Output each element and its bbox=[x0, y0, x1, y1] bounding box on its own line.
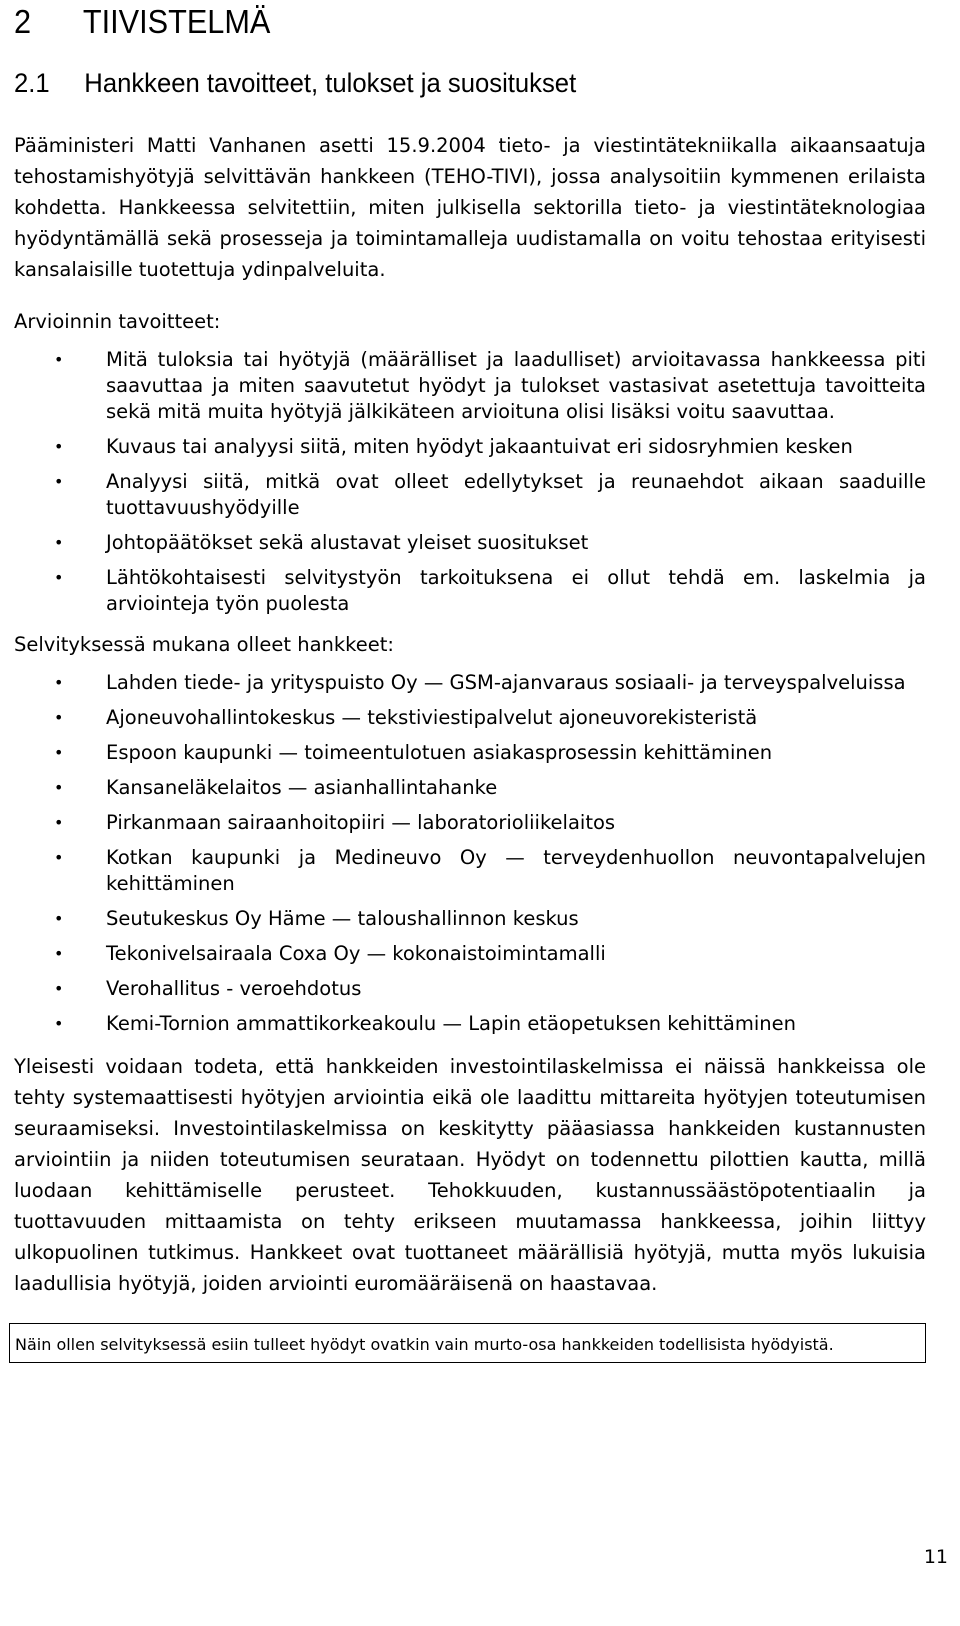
bullet-icon: • bbox=[54, 673, 64, 692]
list-item: • Kemi-Tornion ammattikorkeakoulu — Lapin etäopetuksen kehittäminen bbox=[54, 1012, 797, 1035]
list-item: • Mitä tuloksia tai hyötyjä (määrälliset ja laadulliset) arvioitavassa hankkeessa piti saavuttaa ja miten saavutetut hyödyt ja tulokset vastasivat asetettuja tavoitteita sekä mitä muita hyötyjä jälkikäteen arvioituna olisi lisäksi voitu saavuttaa. bbox=[54, 348, 926, 423]
chapter-heading bbox=[14, 2, 270, 42]
bullet-icon: • bbox=[54, 813, 64, 832]
section-title: Hankkeen tavoitteet, tulokset ja suositukset bbox=[84, 68, 577, 98]
bullet-icon: • bbox=[54, 979, 64, 998]
bullet-icon: • bbox=[54, 909, 64, 928]
list-item: • Tekonivelsairaala Coxa Oy — kokonaistoimintamalli bbox=[54, 942, 606, 965]
bullet-icon: • bbox=[54, 533, 64, 552]
bullet-icon: • bbox=[54, 944, 64, 963]
page-number: 11 bbox=[923, 1546, 948, 1568]
conclusion-paragraph: Yleisesti voidaan todeta, että hankkeiden investointilaskelmissa ei näissä hankkeissa ole tehty systemaattisesti hyötyjen arviointia eikä ole laadittu mittareita hyötyjen toteutumisen seuraamiseksi. Investointilaskelmissa on keskitytty pääasiassa hankkeiden kustannusten arviointiin ja niiden toteutumisen seurataan. Hyödyt on todennettu pilottien kautta, millä luodaan kehittämiselle perusteet. Tehokkuuden, kustannussäästöpotentiaalin ja tuottavuuden mittaamista on tehty erikseen muutamassa hankkeessa, joihin liittyy ulkopuolinen tutkimus. Hankkeet ovat tuottaneet määrällisiä hyötyjä, mutta myös lukuisia laadullisia hyötyjä, joiden arviointi euromääräisenä on haastavaa. bbox=[14, 1055, 926, 1295]
bullet-icon: • bbox=[54, 437, 64, 456]
bullet-icon: • bbox=[54, 848, 64, 867]
bullet-icon: • bbox=[54, 778, 64, 797]
list-item: • Kotkan kaupunki ja Medineuvo Oy — terveydenhuollon neuvontapalvelujen kehittäminen bbox=[54, 846, 926, 895]
intro-paragraph: Pääministeri Matti Vanhanen asetti 15.9.2004 tieto- ja viestintätekniikalla aikaansaatuja tehostamishyötyjä selvittävän hankkeen (TEHO-TIVI), jossa analysoitiin kymmenen erilaista kohdetta. Hankkeessa selvitettiin, miten julkisella sektorilla tieto- ja viestintäteknologiaa hyödyntämällä sekä prosesseja ja toimintamalleja uudistamalla on voitu tehostaa erityisesti kansalaisille tuotettuja ydinpalveluita. bbox=[14, 134, 926, 281]
chapter-number: 2 bbox=[14, 3, 32, 40]
list-item: • Lahden tiede- ja yrityspuisto Oy — GSM-ajanvaraus sosiaali- ja terveyspalveluissa bbox=[54, 671, 906, 694]
list-item: • Seutukeskus Oy Häme — taloushallinnon keskus bbox=[54, 907, 579, 930]
bullet-icon: • bbox=[54, 472, 64, 491]
projects-list bbox=[14, 670, 926, 1037]
aims-list bbox=[14, 347, 926, 617]
list-item: • Kansaneläkelaitos — asianhallintahanke bbox=[54, 776, 498, 799]
list-item: • Verohallitus - veroehdotus bbox=[54, 977, 362, 1000]
projects-label: Selvityksessä mukana olleet hankkeet: bbox=[14, 633, 394, 656]
bullet-icon: • bbox=[54, 1014, 64, 1033]
highlight-text: Näin ollen selvityksessä esiin tulleet hyödyt ovatkin vain murto-osa hankkeiden todellisista hyödyistä. bbox=[15, 1335, 834, 1354]
section-number: 2.1 bbox=[14, 68, 50, 98]
list-item: • Ajoneuvohallintokeskus — tekstiviestipalvelut ajoneuvorekisteristä bbox=[54, 706, 758, 729]
bullet-icon: • bbox=[54, 743, 64, 762]
bullet-icon: • bbox=[54, 708, 64, 727]
list-item: • Kuvaus tai analyysi siitä, miten hyödyt jakaantuivat eri sidosryhmien kesken bbox=[54, 435, 853, 458]
section-heading bbox=[14, 66, 576, 100]
highlight-box bbox=[9, 1323, 926, 1363]
list-item: • Lähtökohtaisesti selvitystyön tarkoituksena ei ollut tehdä em. laskelmia ja arviointeja työn puolesta bbox=[54, 566, 926, 615]
aims-label: Arvioinnin tavoitteet: bbox=[14, 310, 221, 333]
list-item: • Espoon kaupunki — toimeentulotuen asiakasprosessin kehittäminen bbox=[54, 741, 773, 764]
list-item: • Johtopäätökset sekä alustavat yleiset suositukset bbox=[54, 531, 589, 554]
chapter-title: TIIVISTELMÄ bbox=[82, 3, 271, 40]
document-body bbox=[14, 130, 926, 1363]
bullet-icon: • bbox=[54, 568, 64, 587]
list-item: • Pirkanmaan sairaanhoitopiiri — laboratorioliikelaitos bbox=[54, 811, 616, 834]
bullet-icon: • bbox=[54, 350, 64, 369]
list-item: • Analyysi siitä, mitkä ovat olleet edellytykset ja reunaehdot aikaan saaduille tuottavuushyödyille bbox=[54, 470, 926, 519]
